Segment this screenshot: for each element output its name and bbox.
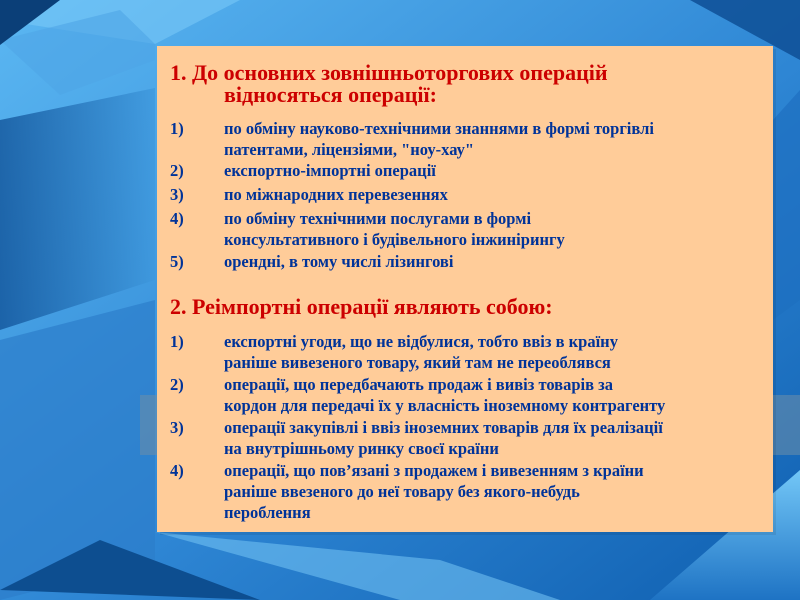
item-text xyxy=(224,331,772,373)
item-text xyxy=(224,374,772,416)
item-number: 4) xyxy=(170,461,184,480)
item-number: 4) xyxy=(170,209,184,228)
item-text-line: пероблення xyxy=(224,503,311,522)
item-text-line: орендні, в тому числі лізингові xyxy=(224,252,454,271)
item-text-line: експортні угоди, що не відбулися, тобто ввіз в країну xyxy=(224,332,618,351)
item-text-line: операції, що пов’язані з продажем і вивезенням з країни xyxy=(224,461,644,480)
item-number: 3) xyxy=(170,418,184,437)
item-text-line: по міжнародних перевезеннях xyxy=(224,185,448,204)
item-number: 1) xyxy=(170,332,184,351)
item-text xyxy=(224,118,772,160)
item-number: 2) xyxy=(170,161,184,180)
section1-heading-line2: відносяться операції: xyxy=(224,82,437,107)
item-text-line: консультативного і будівельного інжинірингу xyxy=(224,230,565,249)
section1-heading xyxy=(170,62,608,106)
item-text xyxy=(224,160,772,181)
item-text xyxy=(224,460,772,523)
item-number: 1) xyxy=(170,119,184,138)
item-number: 5) xyxy=(170,252,184,271)
section2-heading: 2. Реімпортні операції являють собою: xyxy=(170,294,553,319)
item-text xyxy=(224,417,772,459)
item-number: 2) xyxy=(170,375,184,394)
item-text-line: операції закупівлі і ввіз іноземних товарів для їх реалізації xyxy=(224,418,663,437)
item-text-line: кордон для передачі їх у власність іноземному контрагенту xyxy=(224,396,666,415)
item-text xyxy=(224,208,772,250)
item-text xyxy=(224,184,772,205)
item-text xyxy=(224,251,772,272)
item-text-line: операції, що передбачають продаж і вивіз товарів за xyxy=(224,375,614,394)
item-text-line: раніше ввезеного до неї товару без якого-небудь xyxy=(224,482,580,501)
item-text-line: патентами, ліцензіями, "ноу-хау" xyxy=(224,140,475,159)
item-text-line: раніше вивезеного товару, який там не переоблявся xyxy=(224,353,611,372)
item-text-line: по обміну науково-технічними знаннями в формі торгівлі xyxy=(224,119,654,138)
section1-heading-line1: 1. До основних зовнішньоторгових операцій xyxy=(170,60,608,85)
item-text-line: на внутрішньому ринку своєї країни xyxy=(224,439,499,458)
item-text-line: експортно-імпортні операції xyxy=(224,161,436,180)
item-number: 3) xyxy=(170,185,184,204)
item-text-line: по обміну технічними послугами в формі xyxy=(224,209,532,228)
